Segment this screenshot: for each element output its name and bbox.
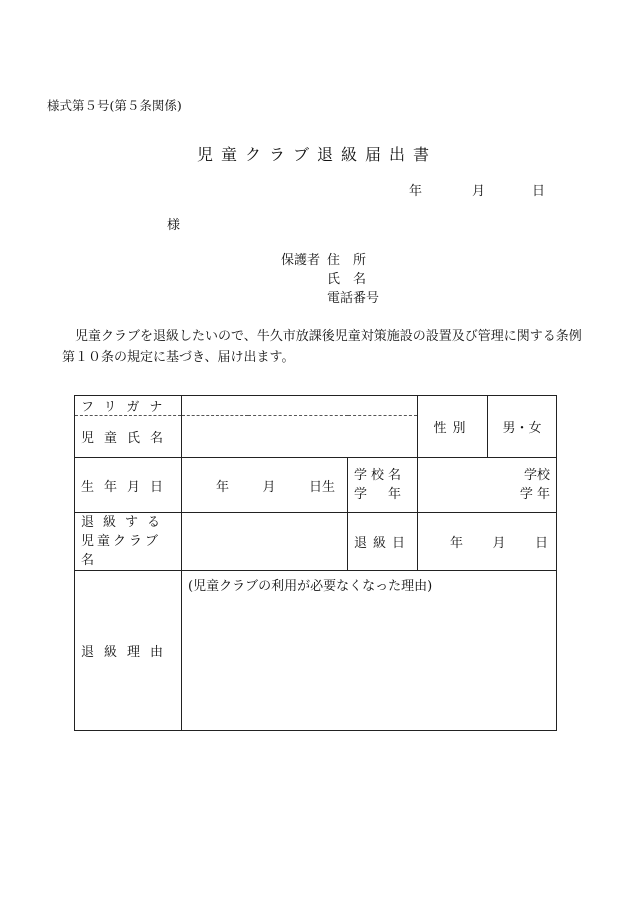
withdraw-club-label-line2: 児童クラブ名 [81,534,162,568]
reason-field[interactable] [182,571,557,731]
withdraw-club-label-line1: 退級する [81,515,170,530]
child-name-field[interactable] [182,416,418,458]
withdraw-day: 日 [534,536,548,551]
addressee-suffix: 様 [167,218,181,233]
guardian-address-label: 住 所 [327,253,367,268]
birthdate-label: 生年月日 [75,458,182,513]
school-name-label: 学校名 [354,468,406,483]
child-name-label: 児童氏名 [75,416,182,458]
date-day-label: 日 [532,184,546,199]
form-number: 様式第５号(第５条関係) [47,98,182,113]
document-title: 児童クラブ退級届出書 [197,145,438,164]
birthdate-field[interactable] [182,458,348,513]
furigana-label: フリガナ [75,396,182,416]
form-table [74,395,557,731]
date-year-label: 年 [409,184,423,199]
withdraw-club-field[interactable] [182,513,348,571]
reason-note: (児童クラブの利用が必要なくなった理由) [188,579,433,594]
guardian-heading: 保護者 [281,253,321,268]
gender-options[interactable]: 男・女 [488,396,557,458]
withdraw-year: 年 [450,536,464,551]
birthdate-day: 日生 [308,479,335,495]
school-suffix: 学校 [524,468,551,483]
withdraw-date-field[interactable] [418,513,557,571]
birthdate-month: 月 [262,479,276,495]
date-month-label: 月 [472,184,486,199]
withdraw-date-label: 退級日 [348,513,418,571]
grade-suffix: 学 年 [519,487,551,502]
grade-label: 学 年 [354,487,406,502]
reason-label: 退級理由 [75,571,182,731]
guardian-phone-label: 電話番号 [327,291,380,306]
furigana-field[interactable] [182,396,418,416]
school-grade-labels [348,458,418,513]
guardian-name-label: 氏 名 [327,272,367,287]
withdraw-club-label [75,513,182,571]
withdraw-month: 月 [492,536,506,551]
school-grade-field[interactable] [418,458,557,513]
body-text: 児童クラブを退級したいので、牛久市放課後児童対策施設の設置及び管理に関する条例第１０条の規定に基づき、届け出ます。 [62,329,582,365]
birthdate-year: 年 [216,479,230,495]
gender-label: 性別 [418,396,488,458]
